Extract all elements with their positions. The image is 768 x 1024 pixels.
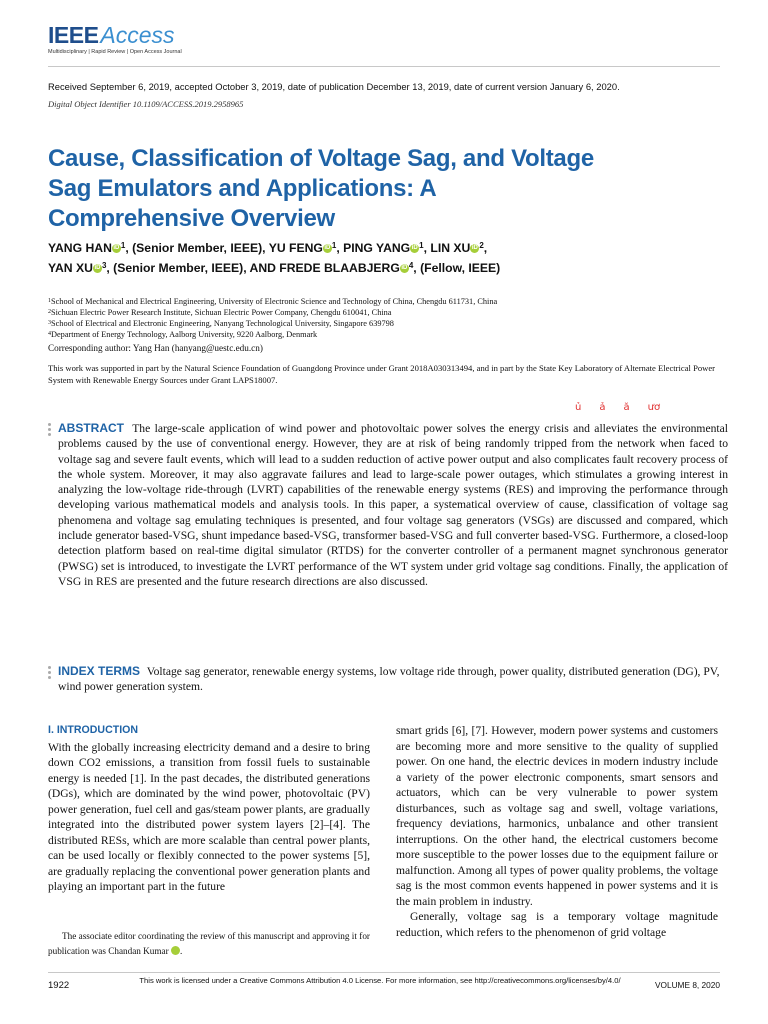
orcid-icon[interactable]: iD [113,245,120,251]
affiliation [48,318,738,329]
abstract-text: The large-scale application of wind power and photovoltaic power solves the energy crisis and alleviates the environmental problems caused by the use of conventional energy. However, they are at risk of being randomly tripped from the network when faced to voltage sag and severe fault events, which will lead to a sudden reduction of active power output and also complicates fault recovery process of the whole system. Moreover, it may also aggravate failures and lead to large-scale power outages, which stimulates a growing interest in analyzing the low-voltage ride-through (LVRT) capabilities of the renewable energy systems (RES) and improving the performance through developing various mathematical models and analysis tools. In this paper, a systematical overview of cause, classification of voltage sag phenomena and voltage sag emulating techniques is presented, and four voltage sag generators (VSGs) are discussed and compared, which include generator based-VSG, shunt impedance based-VSG, transformer based-VSG and full converter based-VSG. Furthermore, a closed-loop detection platform based on real-time digital simulator (RTDS) for the converter controller of a permanent magnet synchronous generator (PWSG) set is introduced, to investigate the LVRT performance of the WT system under grid voltage sag conditions. Finally, the application of VSG in RES are presented and the future research directions are also discussed. [58,422,728,588]
orcid-icon[interactable]: iD [94,265,101,271]
intro-paragraph: Generally, voltage sag is a temporary voltage magnitude reduction, which refers to the phenomenon of grid voltage [396,910,718,939]
intro-paragraph: smart grids [6], [7]. However, modern power systems and customers are becoming more and more sensitive to the quality of supplied power. On one hand, the electric devices in modern industry include a variety of the power electronic components, smart sensors and actuators, which can be very vulnerable to power system disturbances, such as voltage sag and swell, voltage variations, frequency deviations, harmonics, unbalance and other transient interruptions. On the other hand, the electrical customers become more susceptible to the power losses due to the equipment failure or malfunction. Among all types of power quality problems, the voltage sag is the most common events happened in power systems and it is the main problem in industry. [396,724,718,908]
affiliation-sup: 3 [101,261,107,270]
affiliations [48,296,738,340]
authors [48,237,728,277]
logo-access: Access [100,22,175,48]
header-rule [48,66,720,67]
paper-title: Cause, Classification of Voltage Sag, and Voltage Sag Emulators and Applications: A Comprehensive Overview [48,145,594,232]
affiliation-text: School of Electrical and Electronic Engineering, Nanyang Technological University, Singapore 639798 [51,319,394,328]
license-note[interactable]: This work is licensed under a Creative Commons Attribution 4.0 License. For more information, see http://creativecommons.org/licenses/by/4.0/ [139,976,621,985]
index-terms-heading: INDEX TERMS [58,664,141,678]
affiliation [48,296,738,307]
editor-footnote: The associate editor coordinating the review of this manuscript and approving it for publication was Chandan Kumar iD. [48,931,370,956]
journal-logo [48,22,182,55]
affiliation-text: School of Mechanical and Electrical Engineering, University of Electronic Science and Technology of China, Chengdu 611731, China [51,297,498,306]
marker: ả [599,402,606,413]
orcid-icon[interactable]: iD [171,946,180,955]
index-paragraph [58,664,728,695]
affiliation-number: 3 [48,320,51,326]
authors-line-1: YANG HAN iD $^1$, (Senior Member, IEEE), YU FENG iD $^1$, PING YANG iD $^1$, LIN XU iD $^2$, [48,241,488,255]
abstract-paragraph [58,421,728,589]
received-dates: Received September 6, 2019, accepted October 3, 2019, date of publication December 13, 2019, date of current version January 6, 2020. [48,81,620,92]
column-right [396,723,718,940]
doi: Digital Object Identifier 10.1109/ACCESS.2019.2958965 [48,99,244,109]
page-number: 1922 [48,980,70,991]
marker: ủ [575,402,582,413]
author-name: , (Senior Member, IEEE), AND FREDE BLAABJERG [106,261,400,275]
affiliation-number: 2 [48,309,51,315]
abstract-heading: ABSTRACT [58,421,124,435]
funding-note: This work was supported in part by the Natural Science Foundation of Guangdong Province under Grant 2018A030313494, and in part by the State Key Laboratory of Alternate Electrical Power System with Renewable Energy Sources under Grant LAPS18007. [48,363,716,385]
annotation-markers [575,402,678,413]
marker: ă [623,402,630,413]
orcid-icon[interactable]: iD [471,245,478,251]
affiliation-number: 4 [48,331,51,337]
intro-paragraph: With the globally increasing electricity demand and a desire to bring down CO2 emissions, a transition from fossil fuels to sustainable energy is needed [1]. In the past decades, the distributed generations (DGs), which are dominated by the wind power, photovoltaic (PV) power generation, fuel cell and gas/steam power plants, are gradually integrated into the distributed power system layers [2]–[4]. The distributed RESs, which are more scalable than central power plants, can be used locally or flexibly connected to the power systems [5], are gradually replacing the conventional power generation plants and playing an important part in the future [48,740,370,893]
footnote-text: The associate editor coordinating the review of this manuscript and approving it for publication was Chandan Kumar [48,931,370,956]
footer-rule [48,972,720,973]
affiliation-sup: 4 [408,261,414,270]
orcid-icon[interactable]: iD [401,265,408,271]
index-terms-text: Voltage sag generator, renewable energy systems, low voltage ride through, power quality, distributed generation (DG), PV, wind power generation system. [58,665,720,694]
author-name: , PING YANG [336,241,411,255]
orcid-icon[interactable]: iD [324,245,331,251]
affiliation-sup: 1 [419,241,424,250]
author-name: , LIN XU [423,241,471,255]
affiliation-sup: 2 [479,241,484,250]
author-name: , (Senior Member, IEEE), YU FENG [125,241,323,255]
column-left [48,723,370,895]
affiliation-text: Sichuan Electric Power Research Institute, Sichuan Electric Power Company, Chengdu 610041, China [51,308,392,317]
affiliation [48,329,738,340]
affiliation-text: Department of Energy Technology, Aalborg University, 9220 Aalborg, Denmark [51,330,318,339]
author-name: YANG HAN [48,241,112,255]
index-terms [48,664,728,695]
affiliation [48,307,738,318]
corresponding-author: Corresponding author: Yang Han (hanyang@uestc.edu.cn) [48,343,263,353]
author-name: , (Fellow, IEEE) [413,261,501,275]
affiliation-sup: 1 [120,241,126,250]
section-heading: I. INTRODUCTION [48,724,139,736]
orcid-icon[interactable]: iD [411,245,418,251]
abstract [48,421,728,589]
affiliation-number: 1 [48,298,51,304]
marker: ươ [647,402,661,413]
affiliation-sup: 1 [331,241,337,250]
authors-line-2 [48,257,728,277]
logo-tagline: Multidisciplinary | Rapid Review | Open Access Journal [48,49,182,55]
author-name: YAN XU [48,261,93,275]
logo-ieee: IEEE [48,22,99,48]
volume-label: VOLUME 8, 2020 [654,980,720,990]
